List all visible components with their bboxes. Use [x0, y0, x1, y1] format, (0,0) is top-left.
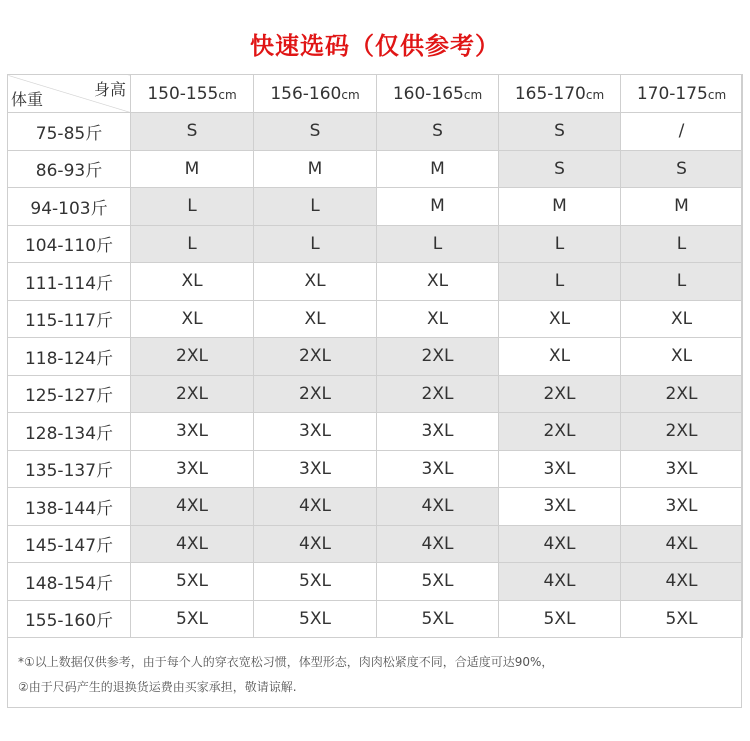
height-header-cell: 156-160cm	[254, 75, 377, 113]
size-cell: S	[377, 113, 499, 151]
weight-cell: 125-127斤	[8, 375, 131, 413]
weight-cell: 155-160斤	[8, 600, 131, 638]
size-cell: L	[499, 225, 621, 263]
size-cell: S	[254, 113, 377, 151]
size-cell: 2XL	[131, 375, 254, 413]
size-cell: 4XL	[499, 563, 621, 601]
size-cell: 4XL	[254, 525, 377, 563]
weight-cell: 75-85斤	[8, 113, 131, 151]
size-cell: XL	[499, 300, 621, 338]
size-cell: 5XL	[499, 600, 621, 638]
size-cell: 3XL	[621, 488, 743, 526]
size-cell: 2XL	[621, 375, 743, 413]
size-cell: XL	[377, 263, 499, 301]
size-cell: 4XL	[377, 525, 499, 563]
size-cell: XL	[377, 300, 499, 338]
size-cell: M	[254, 150, 377, 188]
size-cell: 4XL	[377, 488, 499, 526]
weight-cell: 138-144斤	[8, 488, 131, 526]
size-cell: 5XL	[131, 600, 254, 638]
size-cell: 2XL	[499, 375, 621, 413]
weight-cell: 135-137斤	[8, 450, 131, 488]
size-cell: 3XL	[621, 450, 743, 488]
size-cell: L	[254, 188, 377, 226]
weight-cell: 118-124斤	[8, 338, 131, 376]
weight-label: 体重	[11, 90, 44, 109]
size-cell: XL	[621, 300, 743, 338]
size-cell: 3XL	[254, 450, 377, 488]
size-cell: M	[377, 188, 499, 226]
size-cell: M	[131, 150, 254, 188]
weight-cell: 128-134斤	[8, 413, 131, 451]
size-cell: 2XL	[377, 338, 499, 376]
size-cell: 2XL	[254, 375, 377, 413]
size-cell: 4XL	[621, 563, 743, 601]
weight-cell: 86-93斤	[8, 150, 131, 188]
size-cell: 2XL	[499, 413, 621, 451]
size-cell: /	[621, 113, 743, 151]
size-cell: 2XL	[254, 338, 377, 376]
size-cell: L	[131, 188, 254, 226]
weight-cell: 111-114斤	[8, 263, 131, 301]
size-cell: 4XL	[621, 525, 743, 563]
size-cell: L	[377, 225, 499, 263]
size-cell: L	[131, 225, 254, 263]
size-cell: M	[621, 188, 743, 226]
weight-cell: 115-117斤	[8, 300, 131, 338]
size-cell: 4XL	[131, 488, 254, 526]
size-cell: 4XL	[131, 525, 254, 563]
size-cell: XL	[131, 263, 254, 301]
size-cell: L	[499, 263, 621, 301]
height-header-cell: 160-165cm	[377, 75, 499, 113]
size-cell: 3XL	[499, 450, 621, 488]
note-line: *①以上数据仅供参考，由于每个人的穿衣宽松习惯，体型形态，肉肉松紧度不同，合适度可达90%，	[18, 655, 554, 669]
height-label: 身高	[93, 80, 126, 99]
height-header-cell: 165-170cm	[499, 75, 621, 113]
size-cell: XL	[499, 338, 621, 376]
page-title: 快速选码（仅供参考）	[250, 32, 500, 60]
size-cell: 3XL	[131, 450, 254, 488]
size-cell: 3XL	[131, 413, 254, 451]
size-cell: XL	[254, 300, 377, 338]
note-line: ②由于尺码产生的退换货运费由买家承担，敬请谅解.	[18, 680, 297, 694]
size-cell: 5XL	[377, 563, 499, 601]
size-cell: 4XL	[254, 488, 377, 526]
size-cell: 2XL	[621, 413, 743, 451]
size-cell: 4XL	[499, 525, 621, 563]
weight-cell: 104-110斤	[8, 225, 131, 263]
chart-frame	[7, 74, 742, 708]
size-cell: 3XL	[377, 413, 499, 451]
size-cell: XL	[621, 338, 743, 376]
size-cell: S	[621, 150, 743, 188]
height-header-cell: 170-175cm	[621, 75, 743, 113]
size-cell: 5XL	[131, 563, 254, 601]
size-cell: L	[254, 225, 377, 263]
size-cell: L	[621, 263, 743, 301]
size-cell: 3XL	[499, 488, 621, 526]
size-cell: XL	[131, 300, 254, 338]
size-cell: XL	[254, 263, 377, 301]
size-cell: 2XL	[377, 375, 499, 413]
height-header-cell: 150-155cm	[131, 75, 254, 113]
size-cell: 5XL	[254, 563, 377, 601]
size-cell: M	[377, 150, 499, 188]
weight-cell: 145-147斤	[8, 525, 131, 563]
weight-cell: 94-103斤	[8, 188, 131, 226]
size-cell: 2XL	[131, 338, 254, 376]
size-cell: 3XL	[254, 413, 377, 451]
size-cell: M	[499, 188, 621, 226]
size-cell: S	[131, 113, 254, 151]
size-cell: 5XL	[377, 600, 499, 638]
weight-cell: 148-154斤	[8, 563, 131, 601]
size-cell: S	[499, 150, 621, 188]
size-cell: S	[499, 113, 621, 151]
size-cell: L	[621, 225, 743, 263]
size-cell: 3XL	[377, 450, 499, 488]
size-cell: 5XL	[621, 600, 743, 638]
size-cell: 5XL	[254, 600, 377, 638]
